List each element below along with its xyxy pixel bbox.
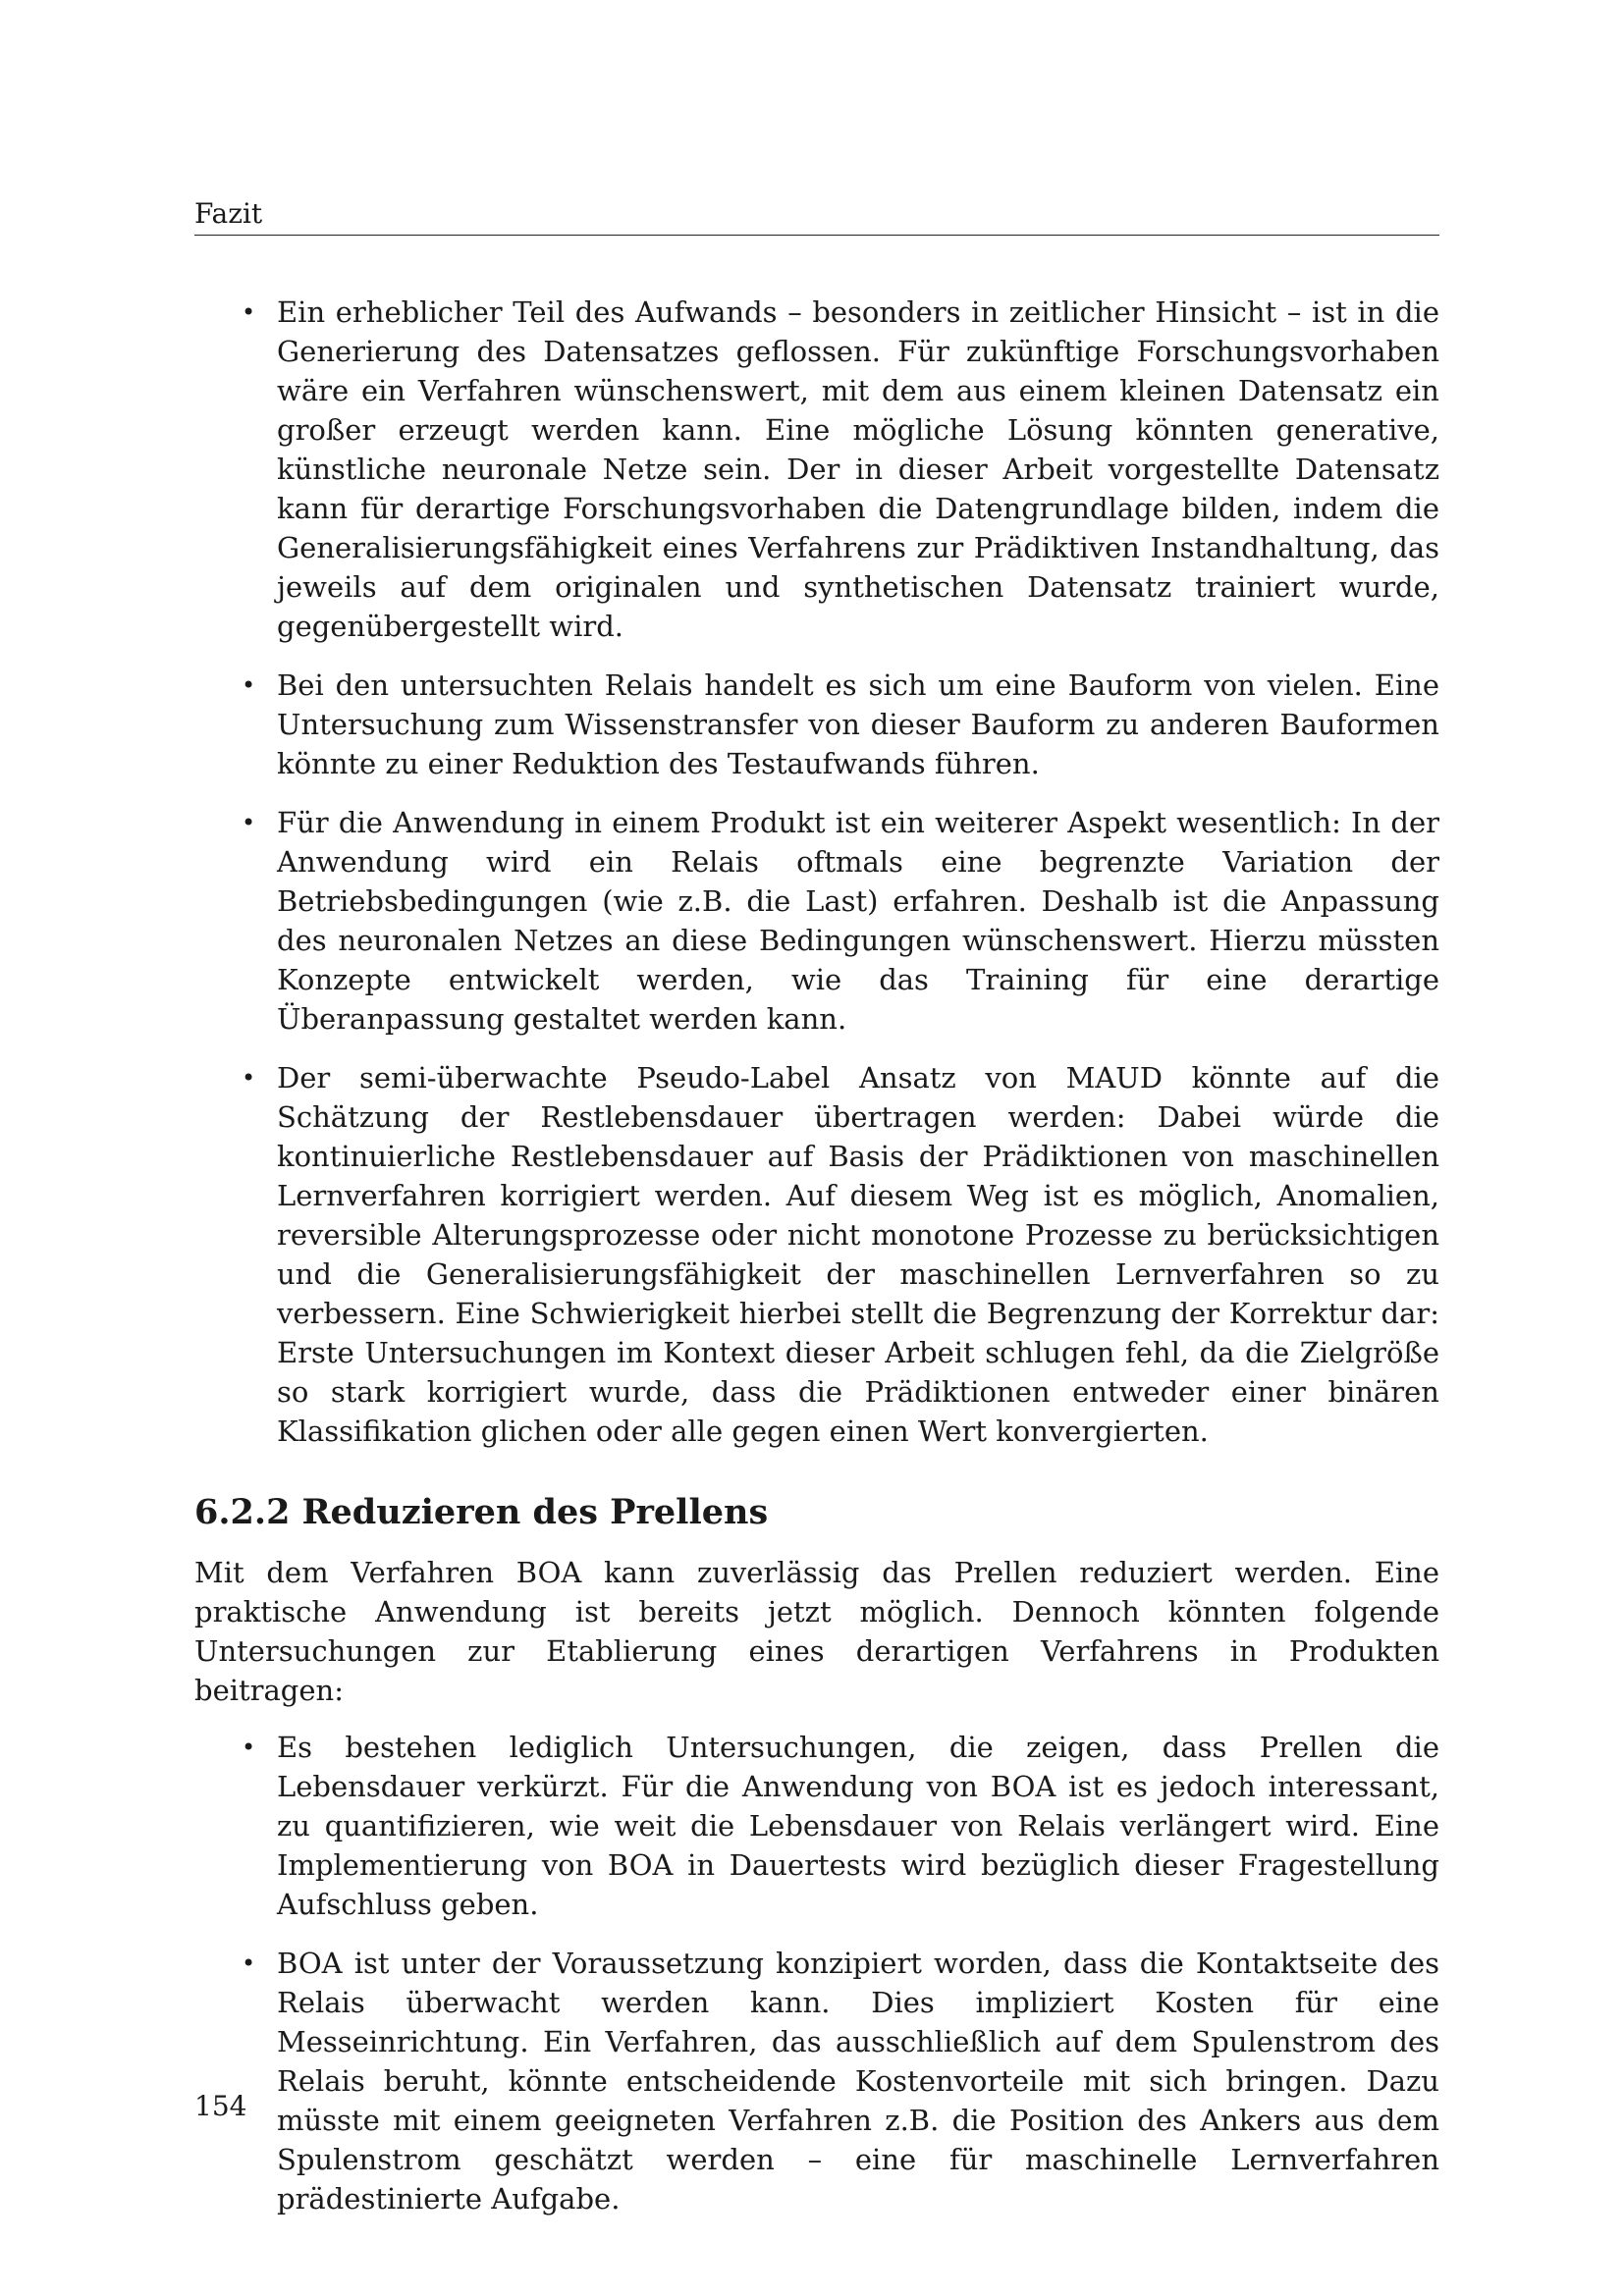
list-item-text: Bei den untersuchten Relais handelt es sich um eine Bauform von vielen. Eine Untersuchung zum Wissenstransfer von dieser Bauform zu anderen Bauformen könnte zu einer Reduktion des Testaufwands führen.: [277, 668, 1439, 780]
list-item: [194, 803, 1439, 1039]
running-head: Fazit: [194, 194, 1439, 236]
bullet-icon: •: [242, 1734, 256, 1761]
bullet-icon: •: [242, 671, 256, 699]
page-number: 154: [194, 2090, 247, 2122]
bullet-icon: •: [242, 1949, 256, 1977]
bullet-list-bounce: [194, 1728, 1439, 2218]
list-item-text: Der semi-überwachte Pseudo-Label Ansatz von MAUD könnte auf die Schätzung der Restlebensdauer übertragen werden: Dabei würde die kontinuierliche Restlebensdauer auf Basis der Prädiktionen von maschinellen Lernverfahren korrigiert werden. Auf diesem Weg ist es möglich, Anomalien, reversible Alterungsprozesse oder nicht monotone Prozesse zu berücksichtigen und die Generalisierungsfähigkeit der maschinellen Lernverfahren so zu verbessern. Eine Schwierigkeit hierbei stellt die Begrenzung der Korrektur dar: Erste Untersuchungen im Kontext dieser Arbeit schlugen fehl, da die Zielgröße so stark korrigiert wurde, dass die Prädiktionen entweder einer binären Klassifikation glichen oder alle gegen einen Wert konvergierten.: [277, 1061, 1439, 1448]
list-item: [194, 1728, 1439, 1924]
list-item-text: Es bestehen lediglich Untersuchungen, die zeigen, dass Prellen die Lebensdauer verkürzt. Für die Anwendung von BOA ist es jedoch interessant, zu quantifizieren, wie weit die Lebensdauer von Relais verlängert wird. Eine Implementierung von BOA in Dauertests wird bezüglich dieser Fragestellung Aufschluss geben.: [277, 1731, 1439, 1921]
bullet-icon: •: [242, 1064, 256, 1092]
list-item-text: Ein erheblicher Teil des Aufwands – besonders in zeitlicher Hinsicht – ist in die Generierung des Datensatzes geflossen. Für zukünftige Forschungsvorhaben wäre ein Verfahren wünschenswert, mit dem aus einem kleinen Datensatz ein großer erzeugt werden kann. Eine mögliche Lösung könnten generative, künstliche neuronale Netze sein. Der in dieser Arbeit vorgestellte Datensatz kann für derartige Forschungsvorhaben die Datengrundlage bilden, indem die Generalisierungsfähigkeit eines Verfahrens zur Prädiktiven Instandhaltung, das jeweils auf dem originalen und synthetischen Datensatz trainiert wurde, gegenübergestellt wird.: [277, 295, 1439, 643]
list-item: [194, 666, 1439, 783]
list-item: [194, 1058, 1439, 1451]
section-title: Reduzieren des Prellens: [301, 1492, 769, 1532]
bullet-icon: •: [242, 298, 256, 326]
list-item-text: BOA ist unter der Voraussetzung konzipiert worden, dass die Kontaktseite des Relais überwacht werden kann. Dies impliziert Kosten für eine Messeinrichtung. Ein Verfahren, das ausschließlich auf dem Spulenstrom des Relais beruht, könnte entscheidende Kostenvorteile mit sich bringen. Dazu müsste mit einem geeigneten Verfahren z.B. die Position des Ankers aus dem Spulenstrom geschätzt werden – eine für maschinelle Lernverfahren prädestinierte Aufgabe.: [277, 1947, 1439, 2216]
list-item: [194, 1944, 1439, 2218]
section-heading: [194, 1490, 1439, 1535]
bullet-icon: •: [242, 809, 256, 836]
list-item: [194, 293, 1439, 646]
bullet-list-outlook: [194, 293, 1439, 1451]
section-intro-paragraph: Mit dem Verfahren BOA kann zuverlässig das Prellen reduziert werden. Eine praktische Anwendung ist bereits jetzt möglich. Dennoch könnten folgende Untersuchungen zur Etablierung eines derartigen Verfahrens in Produkten beitragen:: [194, 1556, 1439, 1707]
list-item-text: Für die Anwendung in einem Produkt ist ein weiterer Aspekt wesentlich: In der Anwendung wird ein Relais oftmals eine begrenzte Variation der Betriebsbedingungen (wie z.B. die Last) erfahren. Deshalb ist die Anpassung des neuronalen Netzes an diese Bedingungen wünschenswert. Hierzu müssten Konzepte entwickelt werden, wie das Training für eine derartige Überanpassung gestaltet werden kann.: [277, 806, 1439, 1036]
section-number: 6.2.2: [194, 1492, 291, 1532]
page-content: [194, 293, 1439, 2238]
